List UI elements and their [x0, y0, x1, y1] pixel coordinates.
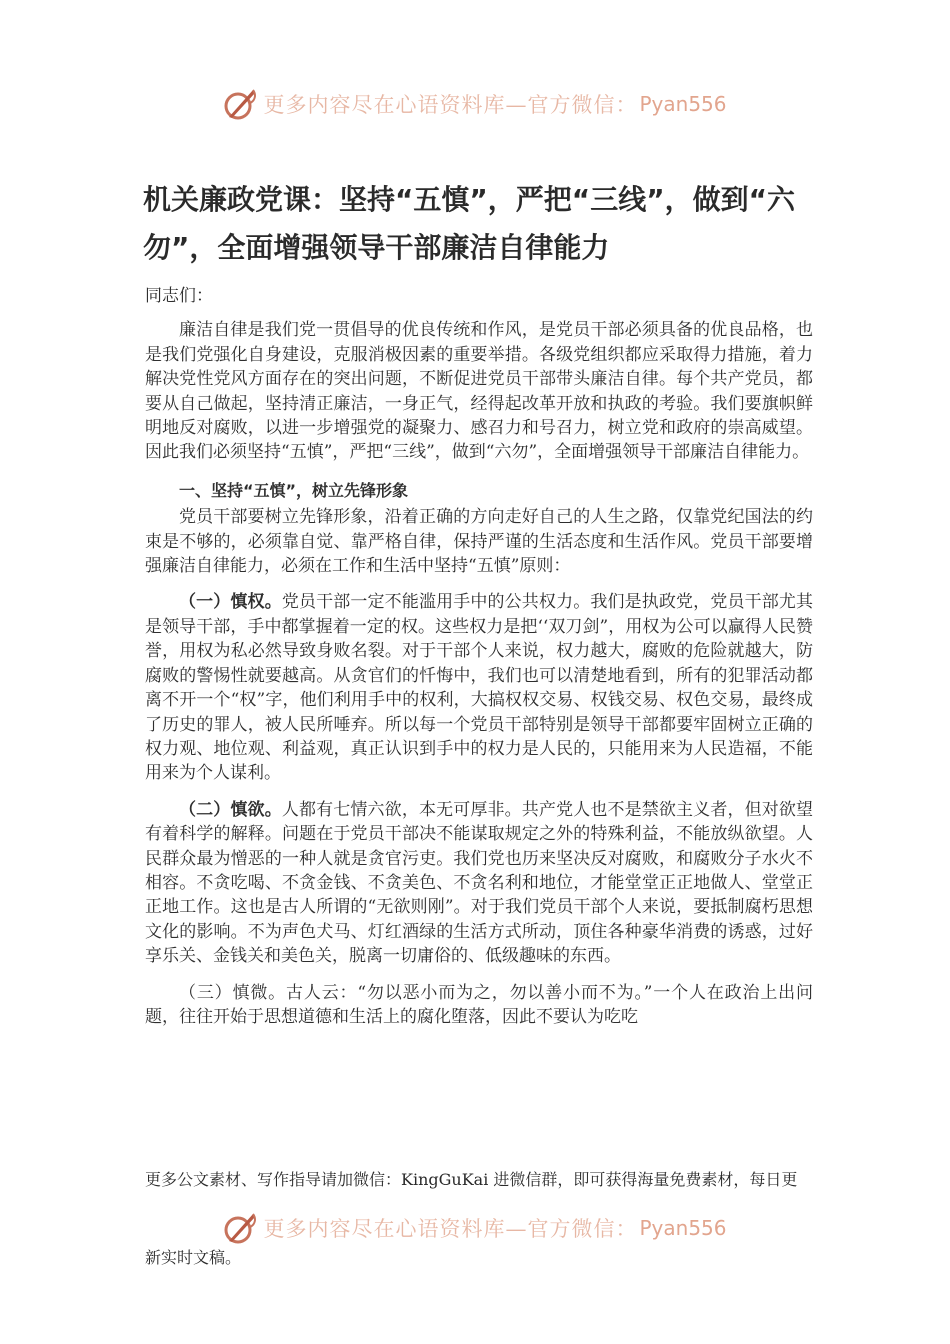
item-desire-text: 人都有七情六欲，本无可厚非。共产党人也不是禁欲主义者，但对欲望有着科学的解释。问题在于党员干部决不能谋取规定之外的特殊利益，不能放纵欲望。人民群众最为憎恶的一种人就是贪官污吏。我们党也历来坚决反对腐败，和腐败分子水火不相容。不贪吃喝、不贪金钱、不贪美色、不贪名利和地位，才能堂堂正正地做人、堂堂正正地工作。这也是古人所谓的“无欲则刚”。对于我们党员干部个人来说，要抵制腐朽思想文化的影响。不为声色犬马、灯红酒绿的生活方式所动，顶住各种豪华消费的诱惑，过好享乐关、金钱关和美色关，脱离一切庸俗的、低级趣味的东西。 [145, 799, 814, 967]
banner-wechat-id: Pyan556 [639, 92, 727, 116]
quill-logo-icon [223, 86, 259, 122]
document-body [145, 284, 813, 1029]
footer-note-continued: 新实时文稿。 [145, 1248, 242, 1267]
banner-text: 更多内容尽在心语资料库—官方微信： [263, 93, 638, 117]
item-minor-text: 古人云：“勿以恶小而为之，勿以善小而不为。”一个人在政治上出问题，往往开始于思想道德和生活上的腐化堕落，因此不要认为吃吃 [145, 982, 814, 1027]
banner-text: 更多内容尽在心语资料库—官方微信： [263, 1217, 638, 1241]
footer-watermark-banner [0, 1206, 950, 1250]
item-minor-paragraph [145, 981, 813, 1030]
document-title: 机关廉政党课：坚持“五慎”，严把“三线”，做到“六勿”，全面增强领导干部廉洁自律能力 [143, 183, 796, 264]
item-desire-paragraph [145, 798, 813, 969]
footer-note: 更多公文素材、写作指导请加微信：KingGuKai 进微信群，即可获得海量免费素材，每日更 [145, 1170, 798, 1189]
item-power-text: 党员干部一定不能滥用手中的公共权力。我们是执政党，党员干部尤其是领导干部，手中都掌握着一定的权。这些权力是把‘‘双刀剑”，用权为公可以赢得人民赞誉，用权为私必然导致身败名裂。对于干部个人来说，权力越大，腐败的危险就越大，防腐败的警惕性就要越高。从贪官们的忏悔中，我们也可以清楚地看到，所有的犯罪活动都离不开一个“权”字，他们利用手中的权利，大搞权权交易、权钱交易、权色交易，最终成了历史的罪人，被人民所唾弃。所以每一个党员干部特别是领导干部都要牢固树立正确的权力观、地位观、利益观，真正认识到手中的权力是人民的，只能用来为人民造福，不能用来为个人谋利。 [145, 592, 814, 784]
header-watermark-banner [0, 82, 950, 126]
item-power-lead: （一）慎权。 [179, 592, 282, 613]
quill-logo-icon [223, 1210, 259, 1246]
item-desire-lead: （二）慎欲。 [179, 799, 282, 820]
item-minor-lead: （三）慎微。 [179, 982, 287, 1003]
item-power-paragraph [145, 590, 813, 785]
intro-paragraph: 廉洁自律是我们党一贯倡导的优良传统和作风，是党员干部必须具备的优良品格，也是我们党强化自身建设，克服消极因素的重要举措。各级党组织都应采取得力措施，着力解决党性党风方面存在的突出问题，不断促进党员干部带头廉洁自律。每个共产党员，都要从自己做起，坚持清正廉洁，一身正气，经得起改革开放和执政的考验。我们要旗帜鲜明地反对腐败，以进一步增强党的凝聚力、感召力和号召力，树立党和政府的崇高威望。因此我们必须坚持“五慎”，严把“三线”，做到“六勿”，全面增强领导干部廉洁自律能力。 [145, 320, 813, 463]
section-intro-paragraph: 党员干部要树立先锋形象，沿着正确的方向走好自己的人生之路，仅靠党纪国法的约束是不够的，必须靠自觉、靠严格自律，保持严谨的生活态度和生活作风。党员干部要增强廉洁自律能力，必须在工作和生活中坚持“五慎”原则： [145, 507, 813, 577]
section-heading: 一、坚持“五慎”，树立先锋形象 [179, 480, 409, 500]
salutation: 同志们： [145, 286, 213, 306]
banner-wechat-id: Pyan556 [639, 1216, 727, 1240]
